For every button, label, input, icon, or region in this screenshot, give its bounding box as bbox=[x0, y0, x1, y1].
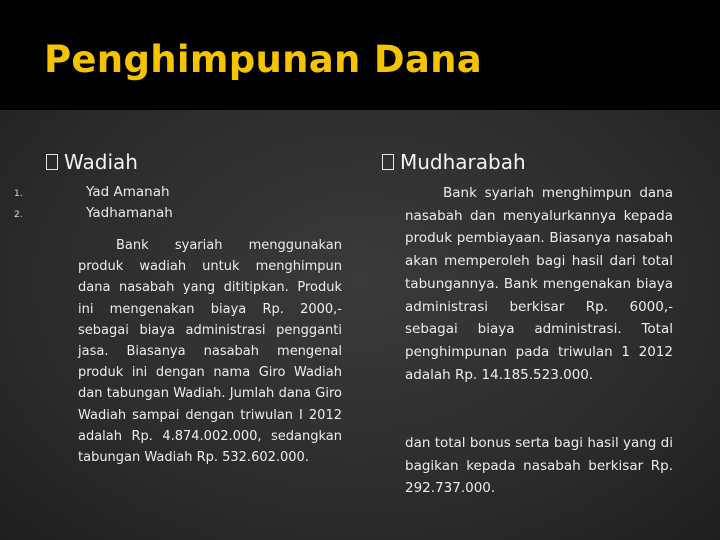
list-item bbox=[14, 205, 173, 226]
wadiah-paragraph: Bank syariah menggunakan produk wadiah untuk menghimpun dana nasabah yang dititipkan. Produk ini mengenakan biaya Rp. 2000,- sebagai biaya administrasi pengganti jasa. Biasanya nasabah mengenal produk ini dengan nama Giro Wadiah dan tabungan Wadiah. Jumlah dana Giro Wadiah sampai dengan triwulan I 2012 adalah Rp. 4.874.002.000, sedangkan tabungan Wadiah Rp. 532.602.000. bbox=[78, 238, 342, 466]
list-number: 2. bbox=[14, 210, 23, 220]
square-bullet-icon bbox=[46, 154, 58, 170]
mudharabah-heading bbox=[382, 150, 526, 174]
slide-title: Penghimpunan Dana bbox=[44, 38, 483, 81]
list-item-text: Yadhamanah bbox=[86, 205, 173, 221]
mudharabah-paragraph-2: dan total bonus serta bagi hasil yang di bagikan kepada nasabah berkisar Rp. 292.737.000. bbox=[405, 435, 673, 497]
wadiah-heading-text: Wadiah bbox=[64, 150, 138, 174]
mudharabah-heading-text: Mudharabah bbox=[400, 150, 526, 174]
list-number: 1. bbox=[14, 189, 23, 199]
list-item-text: Yad Amanah bbox=[86, 184, 170, 200]
square-bullet-icon bbox=[382, 154, 394, 170]
mudharabah-paragraph: Bank syariah menghimpun dana nasabah dan menyalurkannya kepada produk pembiayaan. Biasanya nasabah akan memperoleh bagi hasil dari total tabungannya. Bank mengenakan biaya administrasi berkisar Rp. 6000,- sebagai biaya administrasi. Total penghimpunan pada triwulan 1 2012 adalah Rp. 14.185.523.000. bbox=[405, 185, 673, 383]
wadiah-type-list bbox=[14, 184, 173, 226]
list-item bbox=[14, 184, 173, 205]
wadiah-heading bbox=[46, 150, 138, 174]
